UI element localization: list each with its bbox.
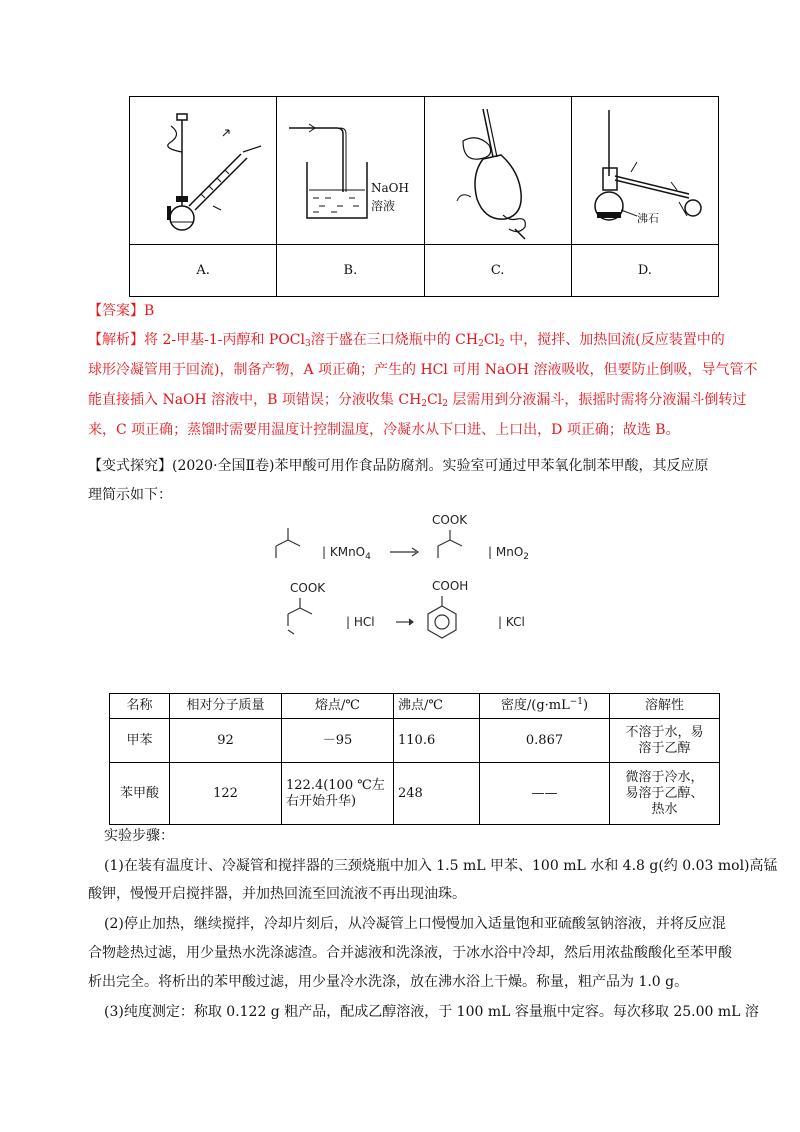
apparatus-c-cell: [424, 97, 571, 245]
apparatus-d-cell: [571, 97, 718, 245]
analysis-line-1: [88, 330, 725, 350]
superscript: −1: [569, 697, 584, 707]
cooh-label: COOH: [432, 579, 469, 593]
toluene-structure: [276, 528, 300, 558]
step2-line-2: 合物趁热过滤，用少量热水洗涤滤渣。合并滤液和洗涤液，于冰水浴中冷却，然后用浓盐酸酸化至苯甲酸: [88, 945, 732, 961]
cell-density: 0.867: [480, 719, 610, 763]
solubility-line: 溶于乙醇: [638, 740, 691, 756]
col-header-mp: 熔点/℃: [282, 694, 394, 719]
analysis-text: Cl: [483, 332, 500, 348]
naoh-label: NaOH: [371, 180, 410, 195]
answer-line: [88, 301, 154, 321]
answer-value: B: [144, 303, 155, 319]
apparatus-b-cell: [277, 97, 424, 245]
analysis-text: 将 2-甲基-1-丙醇和 POCl: [144, 332, 305, 348]
step1-line-1: (1)在装有温度计、冷凝管和搅拌器的三颈烧瓶中加入 1.5 mL 甲苯、100 mL 水和 4.8 g(约 0.03 mol)高锰: [104, 858, 778, 874]
steps-title: 实验步骤：: [104, 828, 174, 844]
step2-line-1: (2)停止加热，继续搅拌，冷却片刻后，从冷凝管上口慢慢加入适量饱和亚硫酸氢钠溶液，并将反应混: [104, 916, 726, 932]
distillation-figure: [575, 106, 715, 236]
kcl-product: | KCl: [498, 615, 525, 629]
solubility-line: 热水: [651, 801, 678, 817]
option-c-label: C.: [424, 245, 571, 297]
cell-name: 甲苯: [110, 719, 170, 763]
analysis-line-4: 来，C 项正确；蒸馏时需要用温度计控制温度，冷凝水从下口进、上口出，D 项正确；故选 B。: [88, 422, 680, 438]
hcl-reagent: | HCl: [346, 615, 375, 629]
col-header-bp: 沸点/℃: [394, 694, 480, 719]
step3-line-1: (3)纯度测定：称取 0.122 g 粗产品，配成乙醇溶液，于 100 mL 容量瓶中定容。每次移取 25.00 mL 溶: [104, 1004, 759, 1020]
reaction-arrow-1: [390, 548, 418, 556]
option-d-label: D.: [571, 245, 718, 297]
col-header-solubility: 溶解性: [610, 694, 720, 719]
subscript: 2: [421, 399, 428, 409]
analysis-text: 中，搅拌、加热回流(反应装置中的: [504, 332, 725, 348]
mno2-product: | MnO$_2$: [488, 545, 529, 562]
benzoic-acid-structure: [428, 596, 456, 638]
mp-line: 右开始升华): [286, 793, 357, 809]
analysis-line-3: [88, 390, 746, 410]
density-header-text: 密度/(g·mL: [500, 698, 570, 713]
variant-line-2: 理简示如下：: [88, 487, 172, 503]
cell-solubility: [610, 719, 720, 763]
subscript: 3: [305, 339, 311, 349]
solubility-line: 不溶于水，易: [625, 724, 704, 740]
cell-solubility: [610, 763, 720, 825]
analysis-tag: 【解析】: [88, 332, 144, 348]
subscript: 2: [478, 339, 484, 349]
solution-label: 溶液: [371, 198, 396, 213]
subscript: 2: [442, 399, 448, 409]
table-row: [110, 719, 720, 763]
step1-line-2: 酸钾，慢慢开启搅拌器，并加热回流至回流液不再出现油珠。: [88, 886, 466, 902]
option-b-label: B.: [277, 245, 424, 297]
potassium-benzoate-structure-2: [288, 598, 312, 634]
analysis-text: Cl: [427, 392, 443, 408]
cell-bp: 248: [394, 763, 480, 825]
col-header-mw: 相对分子质量: [170, 694, 282, 719]
cell-bp: 110.6: [394, 719, 480, 763]
table-row: [110, 763, 720, 825]
col-header-name: 名称: [110, 694, 170, 719]
reaction-arrow-2: [396, 619, 413, 625]
subscript: 2: [499, 339, 505, 349]
analysis-text: 能直接插入 NaOH 溶液中，B 项错误；分液收集 CH: [88, 392, 422, 408]
potassium-benzoate-structure: [438, 530, 462, 558]
cell-name: 苯甲酸: [110, 763, 170, 825]
cell-mw: 92: [170, 719, 282, 763]
cell-mp: [282, 763, 394, 825]
apparatus-a-cell: [130, 97, 277, 245]
gas-absorption-figure: [285, 106, 415, 236]
cell-mp: －95: [282, 719, 394, 763]
cook-label-left: COOK: [290, 581, 326, 595]
properties-table: [109, 693, 720, 825]
cell-mw: 122: [170, 763, 282, 825]
boiling-stone-label: 沸石: [636, 211, 659, 225]
solubility-line: 易溶于乙醇、: [625, 785, 704, 801]
analysis-text: 溶于盛在三口烧瓶中的 CH: [310, 332, 479, 348]
variant-line-1: 【变式探究】(2020·全国Ⅱ卷)苯甲酸可用作食品防腐剂。实验室可通过甲苯氧化制苯甲酸，其反应原: [88, 458, 709, 474]
cell-density: ——: [480, 763, 610, 825]
reaction-scheme: [260, 508, 580, 648]
kmno4-reagent: | KMnO$_4$: [322, 545, 371, 562]
density-header-close: ): [583, 698, 589, 713]
reflux-apparatus-figure: [143, 106, 263, 236]
col-header-density: [480, 694, 610, 719]
answer-tag: 【答案】: [88, 303, 144, 319]
separatory-funnel-figure: [443, 101, 553, 241]
apparatus-table: [129, 96, 719, 297]
cook-label-top: COOK: [432, 513, 468, 527]
mp-line: 122.4(100 ℃左: [286, 777, 385, 793]
step2-line-3: 析出完全。将析出的苯甲酸过滤，用少量冷水洗涤，放在沸水浴上干燥。称量，粗产品为 1.0 g。: [88, 974, 689, 990]
solubility-line: 微溶于冷水，: [625, 769, 704, 785]
analysis-line-2: 球形冷凝管用于回流)，制备产物，A 项正确；产生的 HCl 可用 NaOH 溶液吸收，但要防止倒吸，导气管不: [88, 362, 758, 378]
analysis-text: 层需用到分液漏斗，振摇时需将分液漏斗倒转过: [447, 392, 747, 408]
option-a-label: A.: [130, 245, 277, 297]
